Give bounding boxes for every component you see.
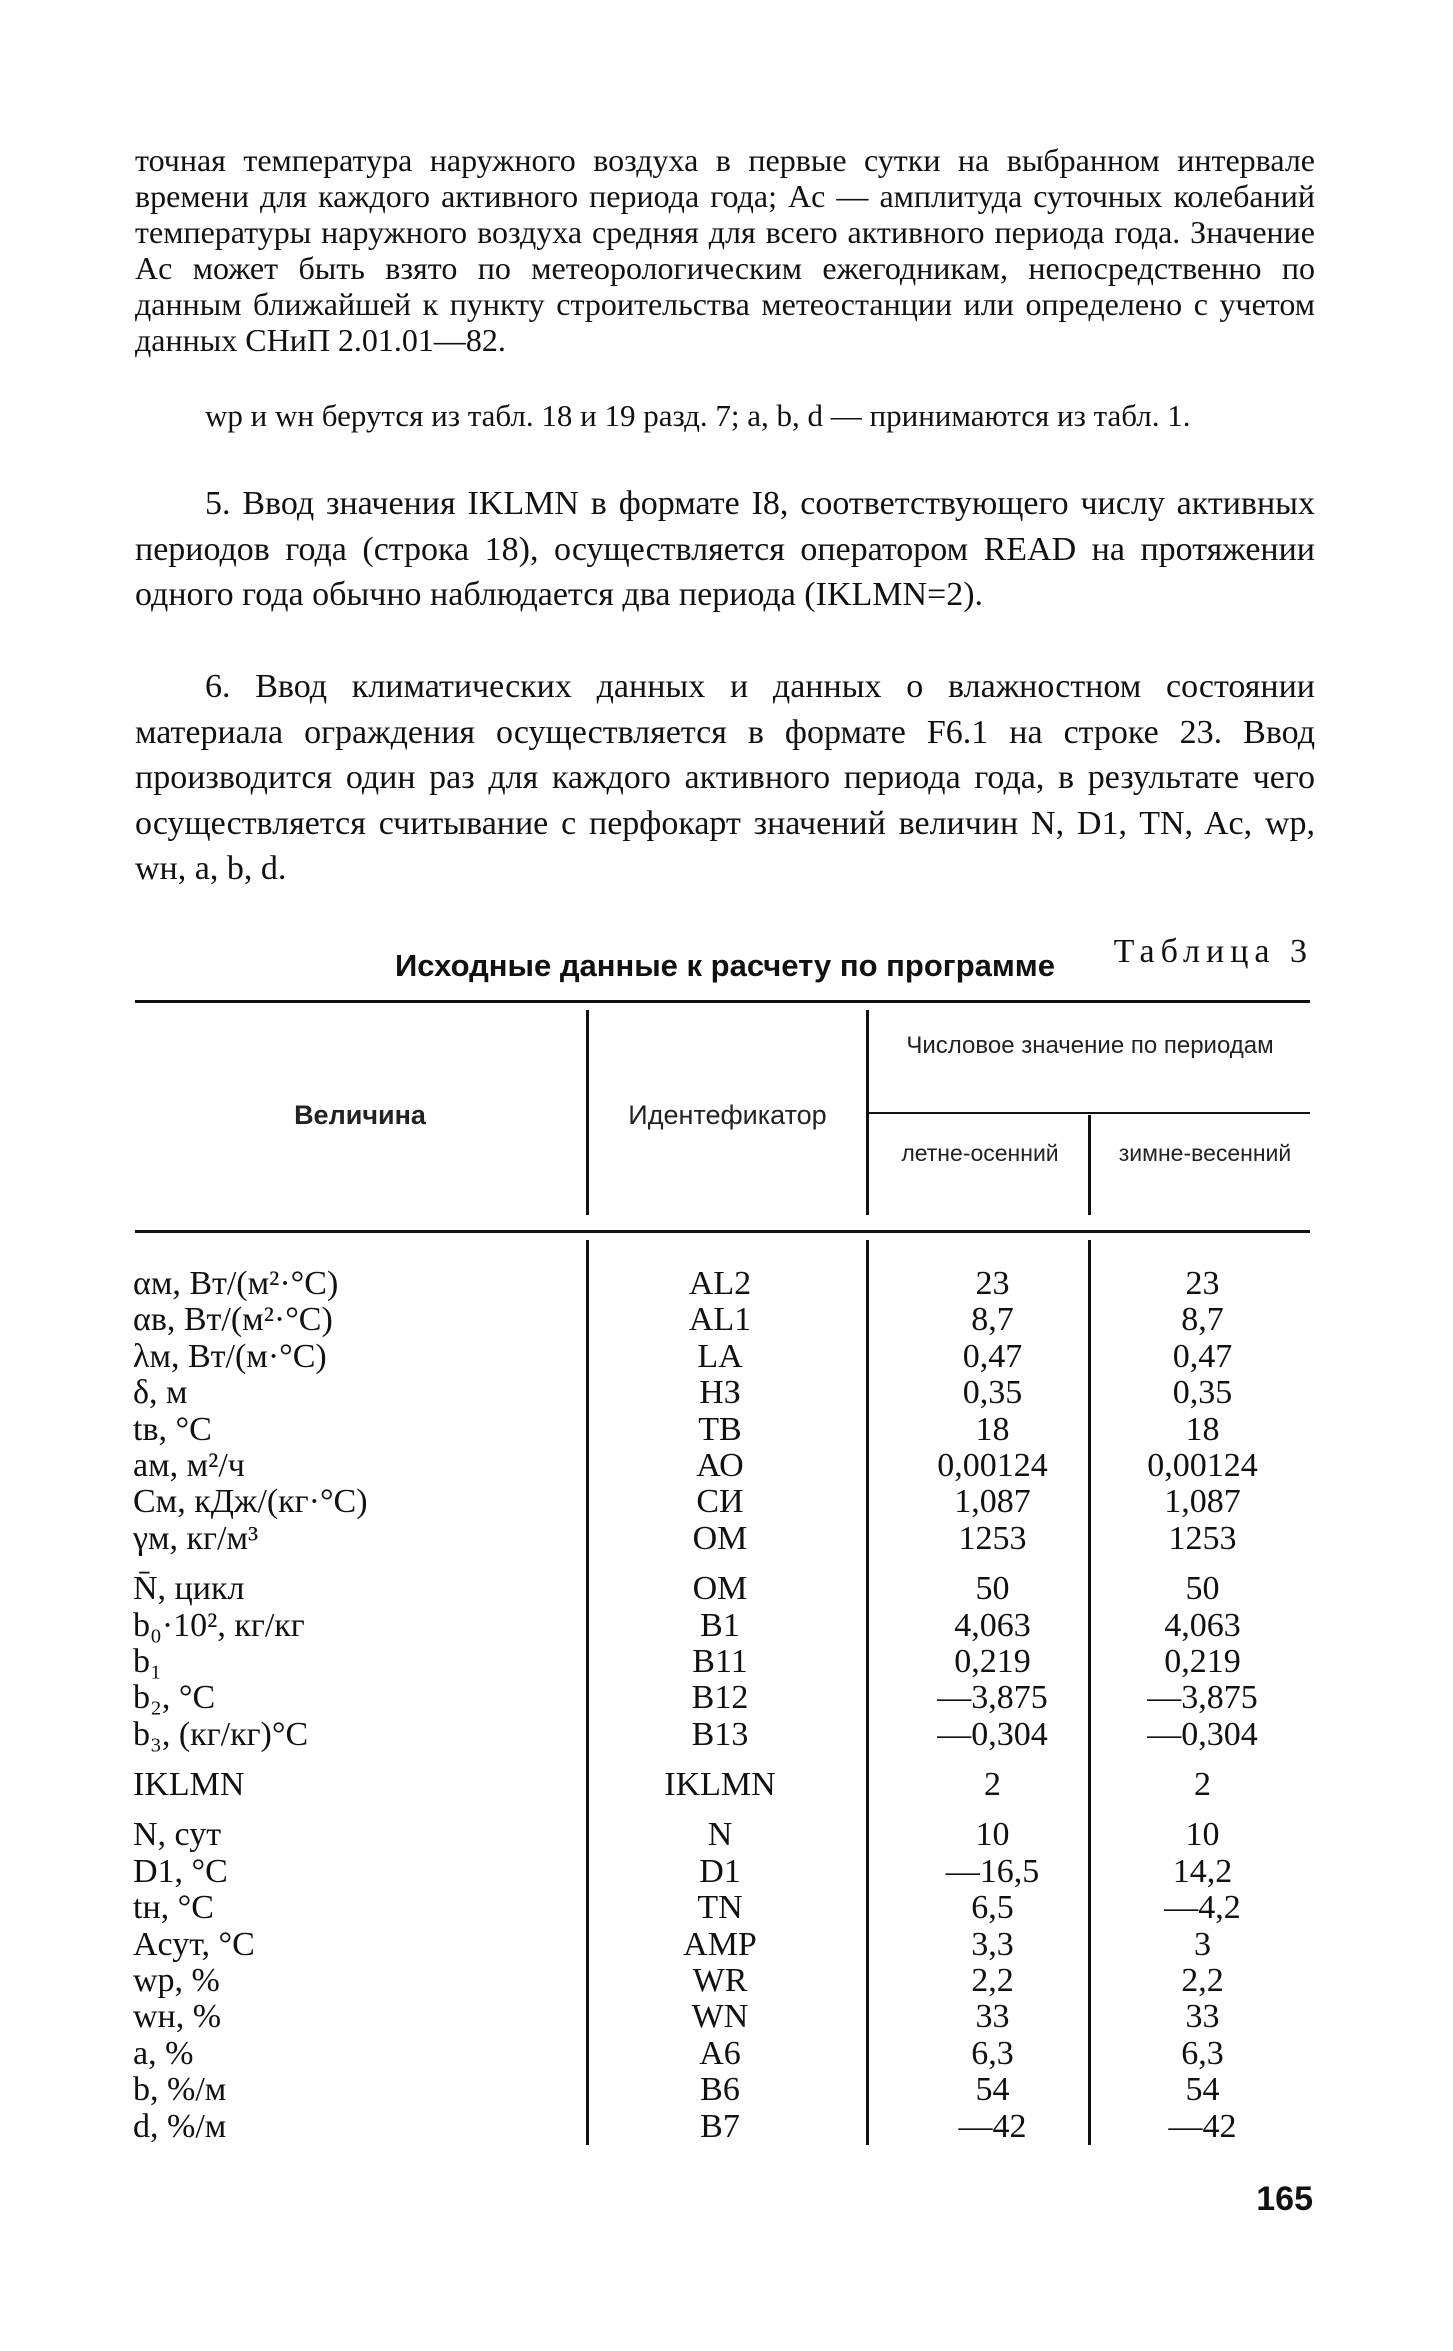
cell-summer-autumn: 6,3 (971, 2034, 1014, 2072)
cell-identifier: D1 (699, 1852, 741, 1890)
table-row (0, 1963, 1453, 1999)
cell-quantity: γм, кг/м³ (133, 1519, 259, 1557)
cell-winter-spring: 2 (1194, 1766, 1211, 1804)
cell-identifier: НЗ (699, 1374, 741, 1412)
cell-quantity: λм, Вт/(м·°С) (133, 1337, 327, 1375)
cell-summer-autumn: 2,2 (971, 1962, 1014, 2000)
table-row (0, 1608, 1453, 1644)
table-row (0, 1339, 1453, 1375)
cell-summer-autumn: 6,5 (971, 1889, 1014, 1927)
cell-summer-autumn: 0,00124 (937, 1446, 1048, 1484)
cell-quantity: tв, °С (133, 1410, 212, 1448)
cell-winter-spring: 0,47 (1172, 1337, 1233, 1375)
cell-summer-autumn: 50 (975, 1570, 1010, 1608)
paragraph-1: точная температура наружного воздуха в первые сутки на выбранном интервале времени для каждого активного периода года; Aс — амплитуда суточных колебаний температуры наружного воздуха средняя для всего активного периода года. Значение Aс может быть взято по метеорологическим ежегодникам, непосредственно по данным ближайшей к пункту строительства метеостанции или определено с учетом данных СНиП 2.01.01—82. (135, 142, 1315, 358)
cell-winter-spring: 14,2 (1172, 1852, 1233, 1890)
cell-winter-spring: 0,35 (1172, 1374, 1233, 1412)
cell-identifier: В1 (700, 1606, 740, 1644)
table-subheader-rule (866, 1112, 1310, 1114)
cell-identifier: WR (692, 1962, 748, 2000)
cell-summer-autumn: 4,063 (954, 1606, 1031, 1644)
cell-winter-spring: 10 (1185, 1816, 1220, 1854)
cell-identifier: WN (691, 1998, 749, 2036)
table-row (0, 2109, 1453, 2145)
cell-quantity: IKLMN (133, 1766, 245, 1804)
table-row (0, 1266, 1453, 1302)
cell-winter-spring: 0,00124 (1147, 1446, 1258, 1484)
cell-winter-spring: 3 (1194, 1925, 1211, 1963)
header-quantity: Величина (294, 1100, 426, 1130)
table-row (0, 1767, 1453, 1803)
cell-summer-autumn: 54 (975, 2071, 1010, 2109)
cell-quantity: b₀·10², кг/кг (133, 1606, 305, 1644)
cell-winter-spring: 54 (1185, 2071, 1220, 2109)
table-row (0, 1890, 1453, 1926)
cell-winter-spring: 6,3 (1181, 2034, 1224, 2072)
cell-identifier: IKLMN (664, 1766, 776, 1804)
cell-summer-autumn: —42 (958, 2107, 1027, 2145)
cell-summer-autumn: 0,47 (962, 1337, 1023, 1375)
cell-quantity: tн, °С (133, 1889, 214, 1927)
table-row (0, 2036, 1453, 2072)
cell-identifier: TN (697, 1889, 743, 1927)
table-header-rule (135, 1230, 1310, 1233)
cell-quantity: wр, % (133, 1962, 220, 2000)
cell-identifier: AL1 (688, 1301, 752, 1339)
table-row (0, 1571, 1453, 1607)
cell-identifier: N (707, 1816, 733, 1854)
cell-identifier: AMP (683, 1925, 757, 1963)
table-row (0, 1644, 1453, 1680)
paragraph-3: 5. Ввод значения IKLMN в формате I8, соответствующего числу активных периодов года (строка 18), осуществляется оператором READ на протяжении одного года обычно наблюдается два периода (IKLMN=2). (135, 485, 1315, 613)
table-top-rule (135, 1000, 1310, 1003)
table-row (0, 2072, 1453, 2108)
cell-identifier: В12 (691, 1679, 749, 1717)
table-row (0, 1448, 1453, 1484)
cell-summer-autumn: 23 (975, 1265, 1010, 1302)
cell-winter-spring: 50 (1185, 1570, 1220, 1608)
cell-summer-autumn: —16,5 (945, 1852, 1040, 1890)
table-label: Таблица 3 (1113, 933, 1313, 970)
cell-quantity: N̄, цикл (133, 1570, 245, 1608)
cell-winter-spring: 4,063 (1164, 1606, 1241, 1644)
table-row (0, 1375, 1453, 1411)
cell-quantity: Aсут, °С (133, 1925, 255, 1963)
cell-summer-autumn: 18 (975, 1410, 1010, 1448)
cell-winter-spring: 18 (1185, 1410, 1220, 1448)
cell-winter-spring: 8,7 (1181, 1301, 1224, 1339)
page-number: 165 (1256, 2180, 1313, 2218)
table-row (0, 1302, 1453, 1338)
cell-identifier: ОМ (692, 1519, 748, 1557)
cell-quantity: N, сут (133, 1816, 222, 1854)
cell-quantity: b₁ (133, 1642, 162, 1680)
cell-quantity: a, % (133, 2034, 194, 2072)
cell-winter-spring: —0,304 (1147, 1715, 1258, 1753)
paragraph-2: wр и wн берутся из табл. 18 и 19 разд. 7; a, b, d — принимаются из табл. 1. (205, 398, 1191, 433)
table-divider-3-header (1088, 1115, 1091, 1215)
header-summer-autumn: летне-осенний (901, 1140, 1059, 1166)
table-row (0, 1717, 1453, 1753)
cell-summer-autumn: 1,087 (954, 1483, 1031, 1521)
cell-summer-autumn: —3,875 (937, 1679, 1048, 1717)
cell-quantity: b, %/м (133, 2071, 227, 2109)
cell-summer-autumn: 10 (975, 1816, 1010, 1854)
cell-winter-spring: 23 (1185, 1265, 1220, 1302)
header-numeric-group: Числовое значение по периодам (906, 1032, 1274, 1059)
cell-identifier: СИ (696, 1483, 744, 1521)
table-body (0, 1266, 1453, 2145)
cell-identifier: В11 (692, 1642, 748, 1680)
table-row (0, 1927, 1453, 1963)
cell-winter-spring: —3,875 (1147, 1679, 1258, 1717)
cell-summer-autumn: 8,7 (971, 1301, 1014, 1339)
cell-quantity: D1, °С (133, 1852, 228, 1890)
table-divider-1-header (586, 1010, 589, 1215)
cell-quantity: b₂, °С (133, 1679, 216, 1717)
cell-quantity: aм, м²/ч (133, 1446, 245, 1484)
cell-identifier: ОМ (692, 1570, 748, 1608)
cell-identifier: А6 (699, 2034, 741, 2072)
cell-winter-spring: 1,087 (1164, 1483, 1241, 1521)
cell-summer-autumn: 33 (975, 1998, 1010, 2036)
cell-identifier: АО (696, 1446, 744, 1484)
cell-summer-autumn: —0,304 (937, 1715, 1048, 1753)
table-row (0, 1680, 1453, 1716)
table-title: Исходные данные к расчету по программе (395, 948, 1055, 983)
cell-summer-autumn: 0,35 (962, 1374, 1023, 1412)
cell-winter-spring: 33 (1185, 1998, 1220, 2036)
cell-identifier: В13 (691, 1715, 749, 1753)
cell-quantity: αм, Вт/(м²·°С) (133, 1265, 339, 1302)
cell-quantity: d, %/м (133, 2107, 227, 2145)
cell-summer-autumn: 2 (984, 1766, 1001, 1804)
cell-identifier: В6 (700, 2071, 740, 2109)
table-row (0, 1484, 1453, 1520)
table-row (0, 1854, 1453, 1890)
cell-winter-spring: —4,2 (1164, 1889, 1241, 1927)
cell-summer-autumn: 0,219 (954, 1642, 1031, 1680)
table-row (0, 1521, 1453, 1557)
cell-identifier: AL2 (688, 1265, 752, 1302)
table-row (0, 1412, 1453, 1448)
cell-quantity: δ, м (133, 1374, 188, 1412)
cell-winter-spring: 2,2 (1181, 1962, 1224, 2000)
table-row (0, 1817, 1453, 1853)
paragraph-4: 6. Ввод климатических данных и данных о влажностном состоянии материала ограждения осуществляется в формате F6.1 на строке 23. Ввод производится один раз для каждого активного периода года, в результате чего осуществляется считывание с перфокарт значений величин N, D1, TN, Aс, wр, wн, a, b, d. (135, 668, 1315, 887)
header-identifier: Идентефикатор (628, 1100, 827, 1130)
table-row (0, 1999, 1453, 2035)
cell-identifier: ТВ (698, 1410, 742, 1448)
cell-winter-spring: —42 (1168, 2107, 1237, 2145)
cell-summer-autumn: 1253 (958, 1519, 1027, 1557)
header-winter-spring: зимне-весенний (1118, 1140, 1292, 1166)
table-divider-2-header (866, 1010, 869, 1215)
cell-identifier: LA (697, 1337, 743, 1375)
cell-quantity: wн, % (133, 1998, 222, 2036)
cell-identifier: В7 (700, 2107, 740, 2145)
cell-quantity: αв, Вт/(м²·°С) (133, 1301, 333, 1339)
cell-summer-autumn: 3,3 (971, 1925, 1014, 1963)
cell-quantity: b₃, (кг/кг)°С (133, 1715, 309, 1753)
cell-winter-spring: 0,219 (1164, 1642, 1241, 1680)
cell-winter-spring: 1253 (1168, 1519, 1237, 1557)
cell-quantity: Cм, кДж/(кг·°С) (133, 1483, 368, 1521)
